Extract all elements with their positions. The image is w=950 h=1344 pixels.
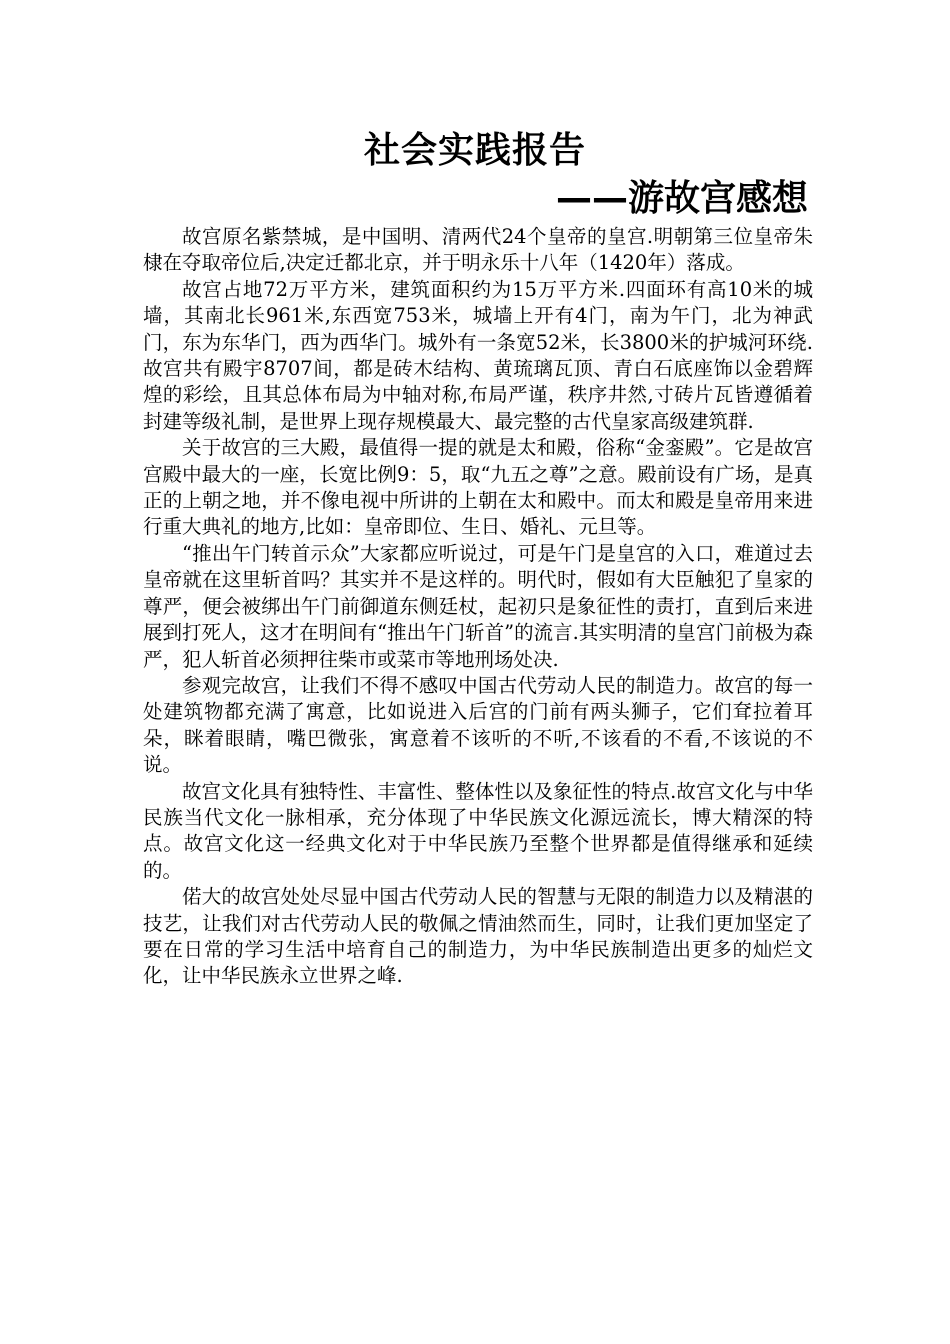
paragraph-taihe-hall: 关于故宫的三大殿，最值得一提的就是太和殿，俗称“金銮殿”。它是故宫宫殿中最大的一座，长宽比例9：5，取“九五之尊”之意。殿前设有广场，是真正的上朝之地，并不像电视中所讲的上朝在太和殿中。而太和殿是皇帝用来进行重大典礼的地方,比如：皇帝即位、生日、婚礼、元旦等。 [143, 436, 813, 539]
paragraph-impressions: 参观完故宫，让我们不得不感叹中国古代劳动人民的制造力。故宫的每一处建筑物都充满了寓意，比如说进入后宫的门前有两头狮子，它们耷拉着耳朵，眯着眼睛，嘴巴微张，寓意着不该听的不听,不该看的不看,不该说的不说。 [143, 673, 813, 777]
document-body [143, 224, 813, 990]
paragraph-culture: 故宫文化具有独特性、丰富性、整体性以及象征性的特点.故宫文化与中华民族当代文化一脉相承，充分体现了中华民族文化源远流长，博大精深的特点。故宫文化这一经典文化对于中华民族乃至整个世界都是值得继承和延续的。 [143, 779, 813, 882]
paragraph-area: 故宫占地72万平方米，建筑面积约为15万平方米.四面环有高10米的城墙，其南北长961米,东西宽753米，城墙上开有4门，南为午门，北为神武门，东为东华门，西为西华门。城外有一条宽52米，长3800米的护城河环绕.故宫共有殿宇8707间，都是砖木结构、黄琉璃瓦顶、青白石底座饰以金碧辉煌的彩绘，且其总体布局为中轴对称,布局严谨，秩序井然,寸砖片瓦皆遵循着封建等级礼制，是世界上现存规模最大、最完整的古代皇家高级建筑群. [143, 277, 813, 433]
paragraph-meridian-gate: “推出午门转首示众”大家都应听说过，可是午门是皇宫的入口，难道过去皇帝就在这里斩首吗？其实并不是这样的。明代时，假如有大臣触犯了皇家的尊严，便会被绑出午门前御道东侧廷杖，起初只是象征性的责打，直到后来进展到打死人，这才在明间有“推出午门斩首”的流言.其实明清的皇宫门前极为森严，犯人斩首必须押往柴市或菜市等地刑场处决. [143, 541, 813, 671]
document-subtitle: ——游故宫感想 [555, 178, 808, 219]
paragraph-intro: 故宫原名紫禁城，是中国明、清两代24个皇帝的皇宫.明朝第三位皇帝朱棣在夺取帝位后,决定迁都北京，并于明永乐十八年（1420年）落成。 [143, 225, 813, 275]
document-title: 社会实践报告 [363, 130, 586, 171]
paragraph-conclusion: 偌大的故宫处处尽显中国古代劳动人民的智慧与无限的制造力以及精湛的技艺，让我们对古代劳动人民的敬佩之情油然而生，同时，让我们更加坚定了要在日常的学习生活中培育自己的制造力，为中华民族制造出更多的灿烂文化，让中华民族永立世界之峰. [143, 885, 813, 988]
